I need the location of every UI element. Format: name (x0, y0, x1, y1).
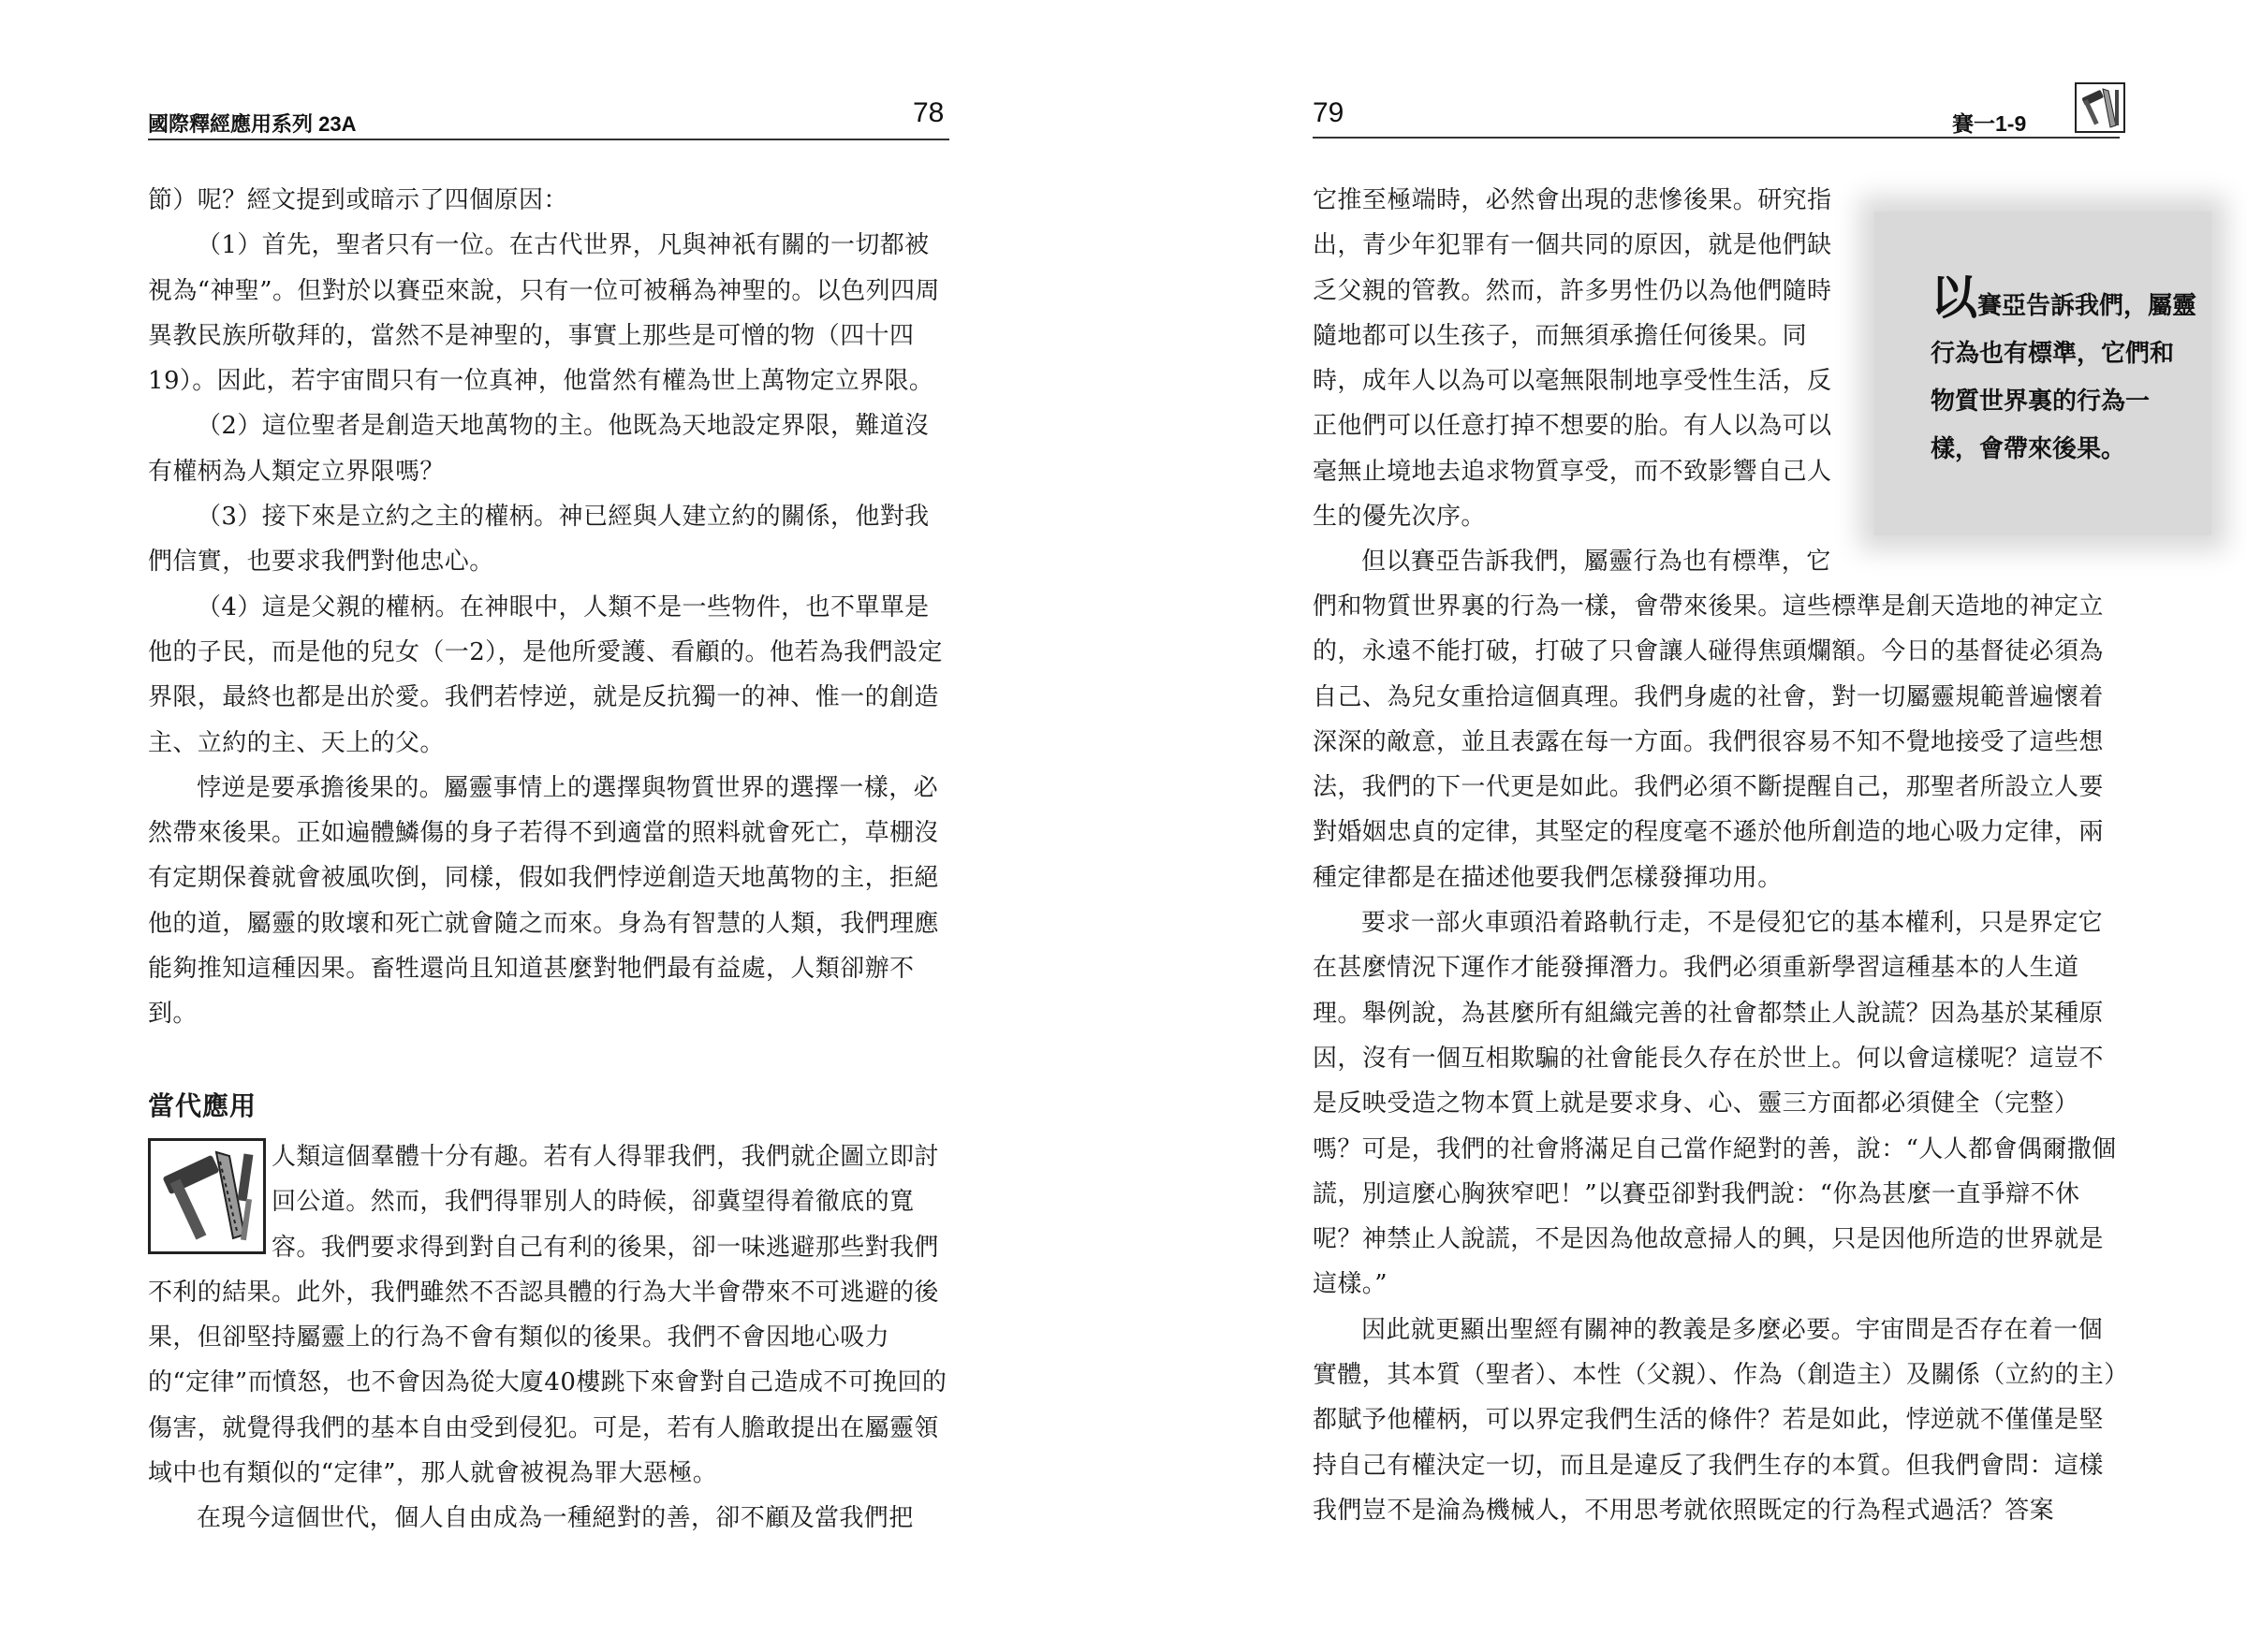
icon-wrap-spacer (148, 1134, 272, 1265)
page-number-right: 79 (1313, 97, 1344, 128)
paragraph: （3）接下來是立約之主的權柄。神已經與人建立約的關係，他對我們信實，也要求我們對他忠心。 (148, 503, 930, 577)
paragraph: 們和物質世界裏的行為一樣，會帶來後果。這些標準是創天造地的神定立的，永遠不能打破，打破了只會讓人碰得焦頭爛額。今日的基督徒必須為自己、為兒女重拾這個真理。我們身處的社會，對一切屬靈規範普遍懷着深深的敵意，並且表露在每一方面。我們很容易不知不覺地接受了這些想法，我們的下一代更是如此。我們必須不斷提醒自己，那聖者所設立人要對婚姻忠貞的定律，其堅定的程度毫不遜於他所創造的地心吸力定律，兩種定律都是在描述他要我們怎樣發揮功用。 (1313, 592, 2104, 892)
header-rule-right (1313, 137, 2120, 139)
paragraph: 悖逆是要承擔後果的。屬靈事情上的選擇與物質世界的選擇一樣，必然帶來後果。正如遍體鱗傷的身子若得不到適當的照料就會死亡，草棚沒有定期保養就會被風吹倒，同樣，假如我們悖逆創造天地萬物的主，拒絕他的道，屬靈的敗壞和死亡就會隨之而來。身為有智慧的人類，我們理應能夠推知這種因果。畜牲還尚且知道甚麼對牠們最有益處，人類卻辦不到。 (148, 773, 939, 1029)
paragraph: （4）這是父親的權柄。在神眼中，人類不是一些物件，也不單單是他的子民，而是他的兒女（一2），是他所愛護、看顧的。他若為我們設定界限，最終也都是出於愛。我們若悖逆，就是反抗獨一的神、惟一的創造主、立約的主、天上的父。 (148, 592, 943, 757)
right-wide-text (1313, 584, 2120, 1533)
chapter-reference: 賽一1-9 (1952, 111, 2027, 136)
series-title: 國際釋經應用系列 23A (148, 112, 357, 136)
tools-icon (2075, 82, 2125, 133)
pull-quote-text: 以賽亞告訴我們，屬靈行為也有標準，它們和物質世界裏的行為一樣，會帶來後果。 (1931, 270, 2197, 463)
left-top-text (148, 178, 949, 1037)
paragraph: 在現今這個世代，個人自由成為一種絕對的善，卻不顧及當我們把 (197, 1504, 914, 1533)
right-page (1124, 0, 2247, 1652)
paragraph: （1）首先，聖者只有一位。在古代世界，凡與神祇有關的一切都被視為“神聖”。但對於以賽亞來說，只有一位可被稱為神聖的。以色列四周異教民族所敬拜的，當然不是神聖的，事實上那些是可憎的物（四十四19）。因此，若宇宙間只有一位真神，他當然有權為世上萬物定立界限。 (148, 231, 940, 396)
paragraph: 但以賽亞告訴我們，屬靈行為也有標準，它 (1361, 548, 1831, 577)
section-text (148, 1134, 949, 1542)
paragraph: 因此就更顯出聖經有關神的教義是多麼必要。宇宙間是否存在着一個實體，其本質（聖者）、本性（父親）、作為（創造主）及關係（立約的主）都賦予他權柄，可以界定我們生活的條件？若是如此，悖逆就不僅僅是堅持自己有權決定一切，而且是違反了我們生存的本質。但我們會問：這樣我們豈不是淪為機械人，不用思考就依照既定的行為程式過活？答案 (1313, 1315, 2117, 1525)
right-narrow-text (1313, 178, 1851, 585)
paragraph: （2）這位聖者是創造天地萬物的主。他既為天地設定界限，難道沒有權柄為人類定立界限嗎？ (148, 412, 930, 486)
section-heading: 當代應用 (148, 1090, 257, 1121)
paragraph: 人類這個羣體十分有趣。若有人得罪我們，我們就企圖立即討回公道。然而，我們得罪別人的時候，卻冀望得着徹底的寬容。我們要求得到對自己有利的後果，卻一味逃避那些對我們不利的結果。此外，我們雖然不否認具體的行為大半會帶來不可逃避的後果，但卻堅持屬靈上的行為不會有類似的後果。我們不會因地心吸力的“定律”而憤怒，也不會因為從大廈40樓跳下來會對自己造成不可挽回的傷害，就覺得我們的基本自由受到侵犯。可是，若有人膽敢提出在屬靈領域中也有類似的“定律”，那人就會被視為罪大惡極。 (148, 1143, 947, 1488)
paragraph: 節）呢？經文提到或暗示了四個原因： (148, 186, 568, 214)
paragraph: 它推至極端時，必然會出現的悲慘後果。研究指出，青少年犯罪有一個共同的原因，就是他們缺乏父親的管教。然而，許多男性仍以為他們隨時隨地都可以生孩子，而無須承擔任何後果。同時，成年人以為可以毫無限制地享受性生活，反正他們可以任意打掉不想要的胎。有人以為可以毫無止境地去追求物質享受，而不致影響自己人生的優先次序。 (1313, 186, 1832, 532)
paragraph: 要求一部火車頭沿着路軌行走，不是侵犯它的基本權利，只是界定它在甚麼情況下運作才能發揮潛力。我們必須重新學習這種基本的人生道理。舉例說，為甚麼所有組織完善的社會都禁止人說謊？因為基於某種原因，沒有一個互相欺騙的社會能長久存在於世上。何以會這樣呢？這豈不是反映受造之物本質上就是要求身、心、靈三方面都必須健全（完整）嗎？可是，我們的社會將滿足自己當作絕對的善，說：“人人都會偶爾撒個謊，別這麼心胸狹窄吧！”以賽亞卻對我們說：“你為甚麼一直爭辯不休呢？神禁止人說謊，不是因為他故意掃人的興，只是因他所造的世界就是這樣。” (1313, 909, 2117, 1299)
pull-quote-dropcap: 以 (1931, 270, 1977, 325)
pull-quote (1874, 212, 2211, 535)
header-rule-left (148, 139, 949, 140)
page-number-left: 78 (913, 97, 945, 128)
